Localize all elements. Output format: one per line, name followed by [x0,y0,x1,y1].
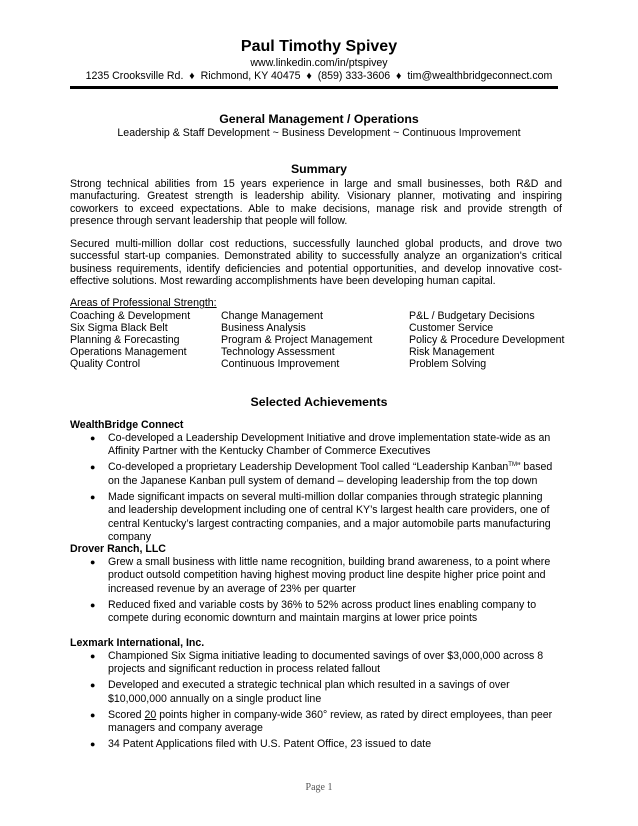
achievement-text: 34 Patent Applications filed with U.S. Patent Office, 23 issued to date [108,738,432,751]
strength-item: Coaching & Development [70,310,191,322]
city: Richmond, KY 40475 [200,70,301,82]
separator-1: ♦ [189,70,195,82]
strength-item: Change Management [221,310,323,322]
bullet-icon: ● [90,599,96,610]
bullet-icon: ● [90,433,96,443]
achievement-text: Made significant impacts on several multi-million dollar companies through strategic planning and leadership development including one of central KY’s largest health care providers, one of central Kentucky’s largest contracting companies, and a major automobile parts manufacturing company [108,490,551,544]
objective-subtitle: Leadership & Staff Development ~ Business Development ~ Continuous Improvement [117,127,521,139]
address: 1235 Crooksville Rd. [85,70,184,82]
page-number: Page 1 [305,782,333,793]
bullet-icon: ● [90,680,96,691]
summary-title: Summary [290,162,348,176]
bullet-icon: ● [90,557,96,567]
achievement-text: Grew a small business with little name recognition, building brand awareness, to a point where product outsold competition having highest moving product line despite higher price point and increased revenue by an average of 23% per quarter [108,556,551,595]
bullet-icon: ● [90,651,96,661]
list-item [90,679,562,706]
company-name: Drover Ranch, LLC [70,543,166,555]
strength-item: Risk Management [409,346,495,359]
header-divider [70,86,558,89]
summary-paragraph-2: Secured multi-million dollar cost reductions, successfully launched global products, and drove two successful start-up companies. Demonstrated ability to successfully analyze an organization's critical business requirements, identify deficiencies and potential opportunities, and develop innovative cost-effective solutions. Most rewarding accomplishments have been developing human capital. [70,238,562,287]
achievement-text: Championed Six Sigma initiative leading to documented savings of over $3,000,000 across 8 projects and significant reduction in process related fallout [108,650,544,676]
achievement-text-continued: ” based on the Japanese Kanban pull system of demand – developing leadership from the top down [108,461,553,487]
summary-paragraph-1: Strong technical abilities from 15 years experience in large and small businesses, both R&D and manufacturing. Greatest strength is leadership ability. Visionary planner, motivating and inspiring coworkers to exceed expectations. Able to make decisions, manage risk and provide strength of presence through servant leadership that people will follow. [70,178,562,227]
linkedin-url[interactable]: www.linkedin.com/in/ptspivey [250,57,388,69]
strengths-column-2 [221,310,372,370]
strengths-title: Areas of Professional Strength: [70,297,217,309]
strength-item: Planning & Forecasting [70,334,180,347]
strengths-column-3 [409,310,564,370]
bullet-icon: ● [90,462,96,473]
company-name: WealthBridge Connect [70,419,184,431]
strength-item: Six Sigma Black Belt [70,322,168,335]
achievement-text: Reduced fixed and variable costs by 36% to 52% across product lines enabling company to compete during economic downturn and maintain margins at lower price points [108,598,537,625]
list-item [90,738,562,751]
bullet-icon: ● [90,709,96,720]
list-item [90,461,562,488]
list-item [90,556,562,596]
strength-item: Quality Control [70,358,141,371]
strength-item: Business Analysis [221,322,306,335]
list-item [90,709,562,736]
separator-2: ♦ [306,70,312,82]
list-item [90,491,562,545]
achievement-list [90,556,562,628]
strength-item: P&L / Budgetary Decisions [409,310,535,322]
trademark-mark: TM [508,462,517,469]
score-value: 20 [144,708,157,721]
objective-title: General Management / Operations [219,112,419,126]
phone: (859) 333-3606 [317,70,391,82]
separator-3: ♦ [396,70,402,82]
list-item [90,432,562,459]
strength-item: Continuous Improvement [221,358,340,371]
strength-item: Technology Assessment [221,346,335,359]
strength-item: Policy & Procedure Development [409,334,565,347]
strength-item: Program & Project Management [221,334,373,347]
candidate-name: Paul Timothy Spivey [240,38,398,55]
achievement-text: Scored [108,708,145,721]
achievement-text: Co-developed a Leadership Development Initiative and drove implementation state-wide as an Affinity Partner with the Kentucky Chamber of Commerce Executives [108,432,551,458]
achievement-text: Developed and executed a strategic technical plan which resulted in a savings of over $10,000,000 annually on a single product line [108,679,510,705]
achievement-list [90,432,562,547]
strength-item: Problem Solving [409,358,487,371]
strengths-column-1 [70,310,190,370]
list-item [90,599,562,626]
list-item [90,650,562,677]
achievement-list [90,650,562,754]
bullet-icon: ● [90,739,96,750]
email[interactable]: tim@wealthbridgeconnect.com [407,70,553,82]
achievement-text: Co-developed a proprietary Leadership Development Tool called “Leadership Kanban [108,461,509,474]
achievements-title: Selected Achievements [250,395,388,409]
strength-item: Customer Service [409,322,494,335]
company-name: Lexmark International, Inc. [70,637,205,649]
contact-line [0,70,638,82]
strength-item: Operations Management [70,346,187,359]
achievement-text-continued: points higher in company-wide 360° review, as rated by direct employees, than peer managers and company average [108,708,553,735]
bullet-icon: ● [90,491,96,502]
